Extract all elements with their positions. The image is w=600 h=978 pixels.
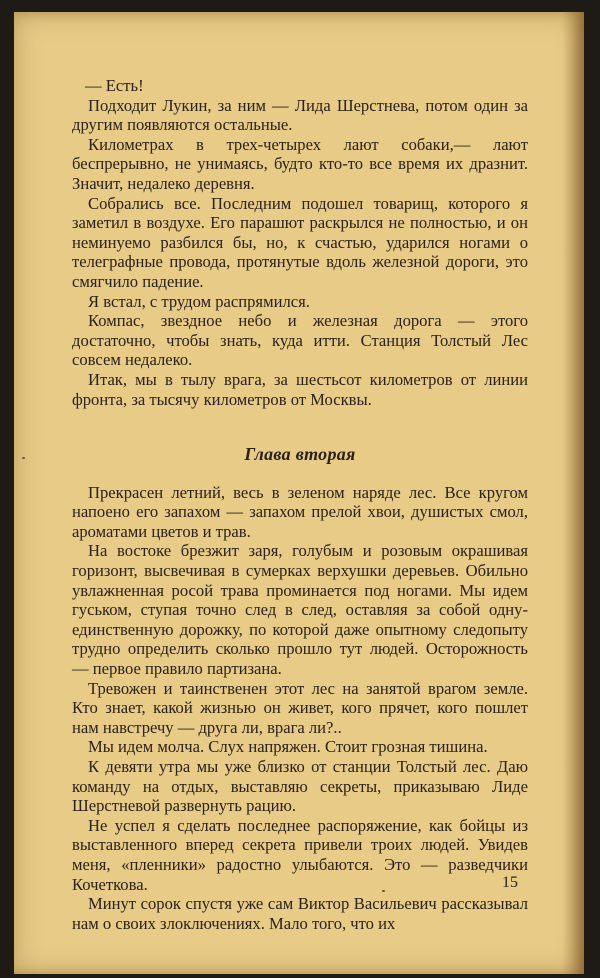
paragraph: Не успел я сделать последнее распоряжение, как бойцы из выставленного вперед секрета привели троих людей. Увидев меня, «пленники» радостно улыбаются. Это — разведчики Кочеткова. [72,815,528,894]
paper-speck [382,890,385,892]
paragraph: Итак, мы в тылу врага, за шестьсот километров от линии фронта, за тысячу километров от Москвы. [72,369,528,409]
paragraph: Тревожен и таинственен этот лес на занятой врагом земле. Кто знает, какой жизнью он живет, кого прячет, кого пошлет нам навстречу — друга ли, врага ли?.. [72,678,528,737]
paragraph: К девяти утра мы уже близко от станции Толстый лес. Даю команду на отдых, выставляю секреты, приказываю Лиде Шерстневой развернуть рацию. [72,757,528,816]
paragraph: — Есть! [85,76,144,95]
page-number: 15 [502,874,518,891]
chapter-title: Глава вторая [244,444,356,465]
paragraph: Компас, звездное небо и железная дорога — этого достаточно, чтобы знать, куда итти. Станция Толстый Лес совсем недалеко. [72,311,528,370]
paragraph: Подходит Лукин, за ним — Лида Шерстнева, потом один за другим появляются остальные. [72,95,528,135]
paragraph: Километрах в трех-четырех лают собаки,— лают беспрерывно, не унимаясь, будто кто-то все время их дразнит. Значит, недалеко деревня. [72,134,528,193]
page-spine-shadow [562,12,584,974]
paper-speck [22,457,25,459]
paragraph: Минут сорок спустя уже сам Виктор Васильевич рассказывал нам о своих злоключениях. Мало того, что их [72,894,528,933]
paragraph: Прекрасен летний, весь в зеленом наряде лес. Все кругом напоено его запахом — запахом прелой хвои, душистых смол, ароматами цветов и трав. [72,482,528,541]
paragraph: Я встал, с трудом распрямился. [88,291,310,311]
page-text [72,76,528,933]
paragraph: Собрались все. Последним подошел товарищ, которого я заметил в воздухе. Его парашют раскрылся не полностью, и он неминуемо разбился бы, но, к счастью, ударился ногами о телеграфные провода, протянутые вдоль железной дороги, это смягчило падение. [72,193,528,291]
paragraph: На востоке брезжит заря, голубым и розовым окрашивая горизонт, высвечивая в сумерках верхушки деревьев. Обильно увлажненная росой трава проминается под ногами. Мы идем гуськом, ступая точно след в след, оставляя за собой одну-единственную дорожку, по которой даже опытному следопыту трудно определить сколько прошло тут людей. Осторожность — первое правило партизана. [72,541,528,679]
paragraph: Мы идем молча. Слух напряжен. Стоит грозная тишина. [88,737,488,757]
book-page [14,12,584,974]
